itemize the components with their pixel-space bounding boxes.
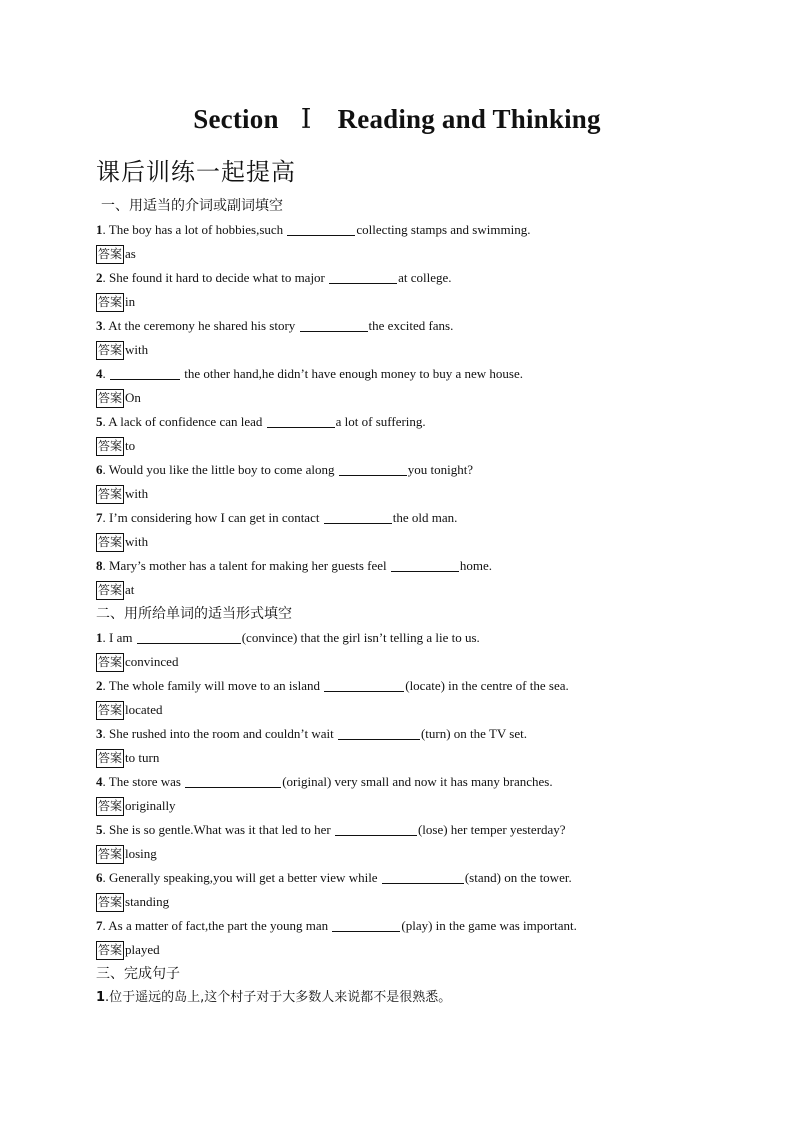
answer-text: convinced	[125, 654, 179, 669]
answer-row	[96, 650, 716, 674]
answer-text: to turn	[125, 750, 160, 765]
answer-label-box: 答案	[96, 941, 124, 960]
question-row: 6. Generally speaking,you will get a better view while (stand) on the tower.	[96, 870, 572, 885]
section-heading: 三、完成句子	[96, 966, 180, 982]
answer-text: located	[125, 702, 163, 717]
answer-blank	[335, 822, 417, 836]
title-topic: Reading and Thinking	[337, 104, 601, 134]
answer-row	[96, 338, 716, 362]
answer-row	[96, 938, 716, 962]
answer-label-box: 答案	[96, 245, 124, 264]
answer-row	[96, 794, 716, 818]
answer-text: played	[125, 942, 160, 957]
question-row: 7. As a matter of fact,the part the young man (play) in the game was important.	[96, 918, 577, 933]
page-subtitle: 课后训练一起提高	[96, 158, 296, 186]
question-row: 7. I’m considering how I can get in contact the old man.	[96, 510, 458, 525]
question-row: 8. Mary’s mother has a talent for making her guests feel home.	[96, 558, 492, 573]
answer-blank	[339, 462, 407, 476]
question-row: 5. A lack of confidence can lead a lot of suffering.	[96, 414, 426, 429]
title-section-word: Section	[193, 104, 279, 134]
question-row: 1. I am (convince) that the girl isn’t telling a lie to us.	[96, 630, 480, 645]
answer-label-box: 答案	[96, 701, 124, 720]
answer-row	[96, 290, 716, 314]
question-row: 1. The boy has a lot of hobbies,such collecting stamps and swimming.	[96, 222, 531, 237]
answer-blank	[332, 918, 400, 932]
exercise-content	[96, 194, 716, 1010]
answer-label-box: 答案	[96, 845, 124, 864]
question-row: 2. She found it hard to decide what to major at college.	[96, 270, 452, 285]
answer-blank	[338, 726, 420, 740]
answer-blank	[185, 774, 281, 788]
answer-text: losing	[125, 846, 157, 861]
answer-blank	[382, 870, 464, 884]
answer-text: in	[125, 294, 136, 309]
answer-row	[96, 482, 716, 506]
answer-label-box: 答案	[96, 581, 124, 600]
answer-label-box: 答案	[96, 893, 124, 912]
answer-label-box: 答案	[96, 341, 124, 360]
answer-row	[96, 698, 716, 722]
answer-row	[96, 578, 716, 602]
answer-label-box: 答案	[96, 485, 124, 504]
answer-text: at	[125, 582, 135, 597]
answer-text: standing	[125, 894, 170, 909]
answer-label-box: 答案	[96, 533, 124, 552]
question-row: 4. The store was (original) very small and now it has many branches.	[96, 774, 553, 789]
answer-label-box: 答案	[96, 749, 124, 768]
answer-blank	[300, 318, 368, 332]
answer-blank	[391, 558, 459, 572]
answer-text: with	[125, 534, 149, 549]
section-heading: 二、用所给单词的适当形式填空	[96, 606, 292, 622]
answer-row	[96, 242, 716, 266]
title-roman-numeral: Ⅰ	[300, 104, 312, 134]
answer-blank	[110, 366, 180, 380]
answer-row	[96, 746, 716, 770]
question-row: 3. At the ceremony he shared his story the excited fans.	[96, 318, 454, 333]
answer-text: with	[125, 342, 149, 357]
answer-row	[96, 386, 716, 410]
answer-text: to	[125, 438, 136, 453]
answer-label-box: 答案	[96, 437, 124, 456]
answer-label-box: 答案	[96, 797, 124, 816]
section-heading: 一、用适当的介词或副词填空	[101, 198, 283, 214]
answer-label-box: 答案	[96, 653, 124, 672]
question-row: 5. She is so gentle.What was it that led to her (lose) her temper yesterday?	[96, 822, 566, 837]
answer-blank	[287, 222, 355, 236]
answer-blank	[137, 630, 241, 644]
answer-row	[96, 842, 716, 866]
question-row: 1.位于遥远的岛上,这个村子对于大多数人来说都不是很熟悉。	[96, 990, 452, 1005]
answer-blank	[324, 510, 392, 524]
answer-text: with	[125, 486, 149, 501]
answer-text: originally	[125, 798, 176, 813]
question-row: 4. the other hand,he didn’t have enough money to buy a new house.	[96, 366, 524, 381]
answer-label-box: 答案	[96, 293, 124, 312]
answer-blank	[324, 678, 404, 692]
answer-text: as	[125, 246, 136, 261]
answer-row	[96, 434, 716, 458]
question-row: 3. She rushed into the room and couldn’t wait (turn) on the TV set.	[96, 726, 527, 741]
answer-text: On	[125, 390, 141, 405]
question-row: 6. Would you like the little boy to come along you tonight?	[96, 462, 474, 477]
answer-row	[96, 890, 716, 914]
page-title	[0, 104, 794, 135]
answer-blank	[329, 270, 397, 284]
answer-row	[96, 530, 716, 554]
question-row: 2. The whole family will move to an island (locate) in the centre of the sea.	[96, 678, 569, 693]
answer-label-box: 答案	[96, 389, 124, 408]
answer-blank	[267, 414, 335, 428]
